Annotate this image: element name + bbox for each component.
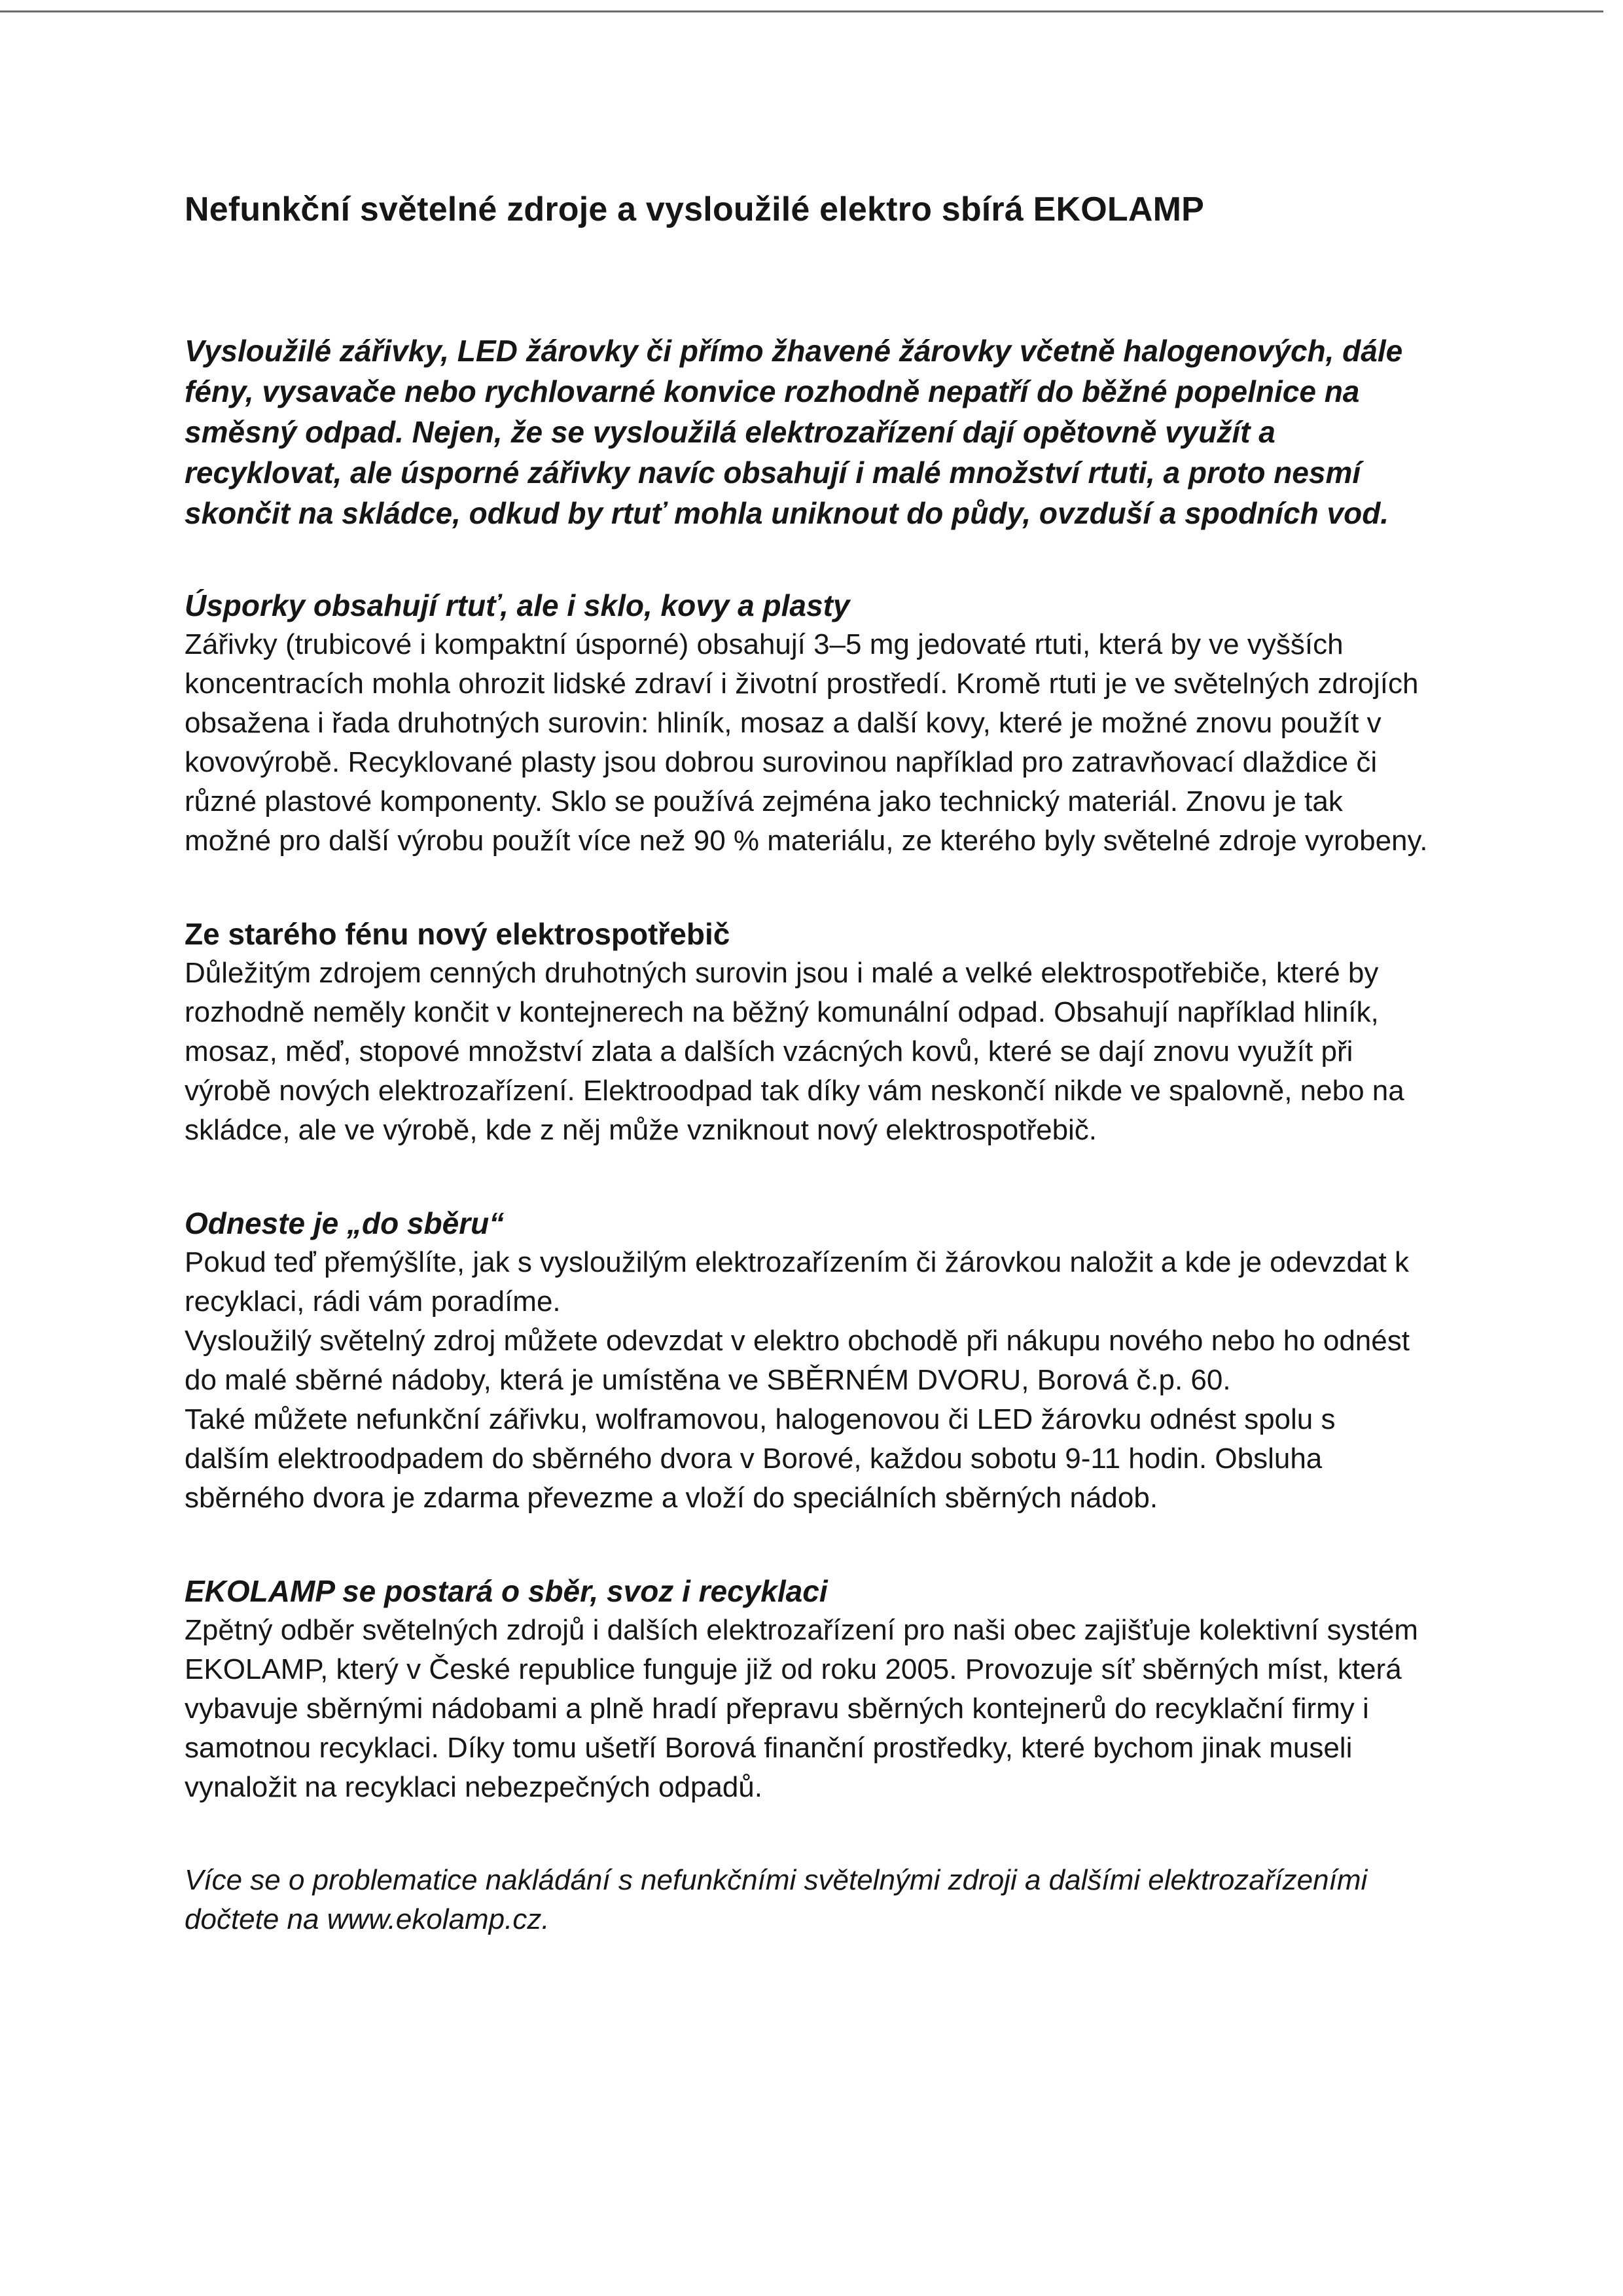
scan-top-rule [0,10,1603,12]
section-paragraph: Důležitým zdrojem cenných druhotných surovin jsou i malé a velké elektrospotřebiče, které by rozhodně neměly končit v kontejnerech na běžný komunální odpad. Obsahují například hliník, mosaz, měď, stopové množství zlata a dalších vzácných kovů, které se dají znovu využít při výrobě nových elektrozařízení. Elektroodpad tak díky vám neskončí nikde ve spalovně, nebo na skládce, ale ve výrobě, kde z něj může vzniknout nový elektrospotřebič. [185,957,1404,1146]
intro-paragraph: Vysloužilé zářivky, LED žárovky či přímo žhavené žárovky včetně halogenových, dále fény, vysavače nebo rychlovarné konvice rozhodně nepatří do běžné popelnice na směsný odpad. Nejen, že se vysloužilá elektrozařízení dají opětovně využít a recyklovat, ale úsporné zářivky navíc obsahují i malé množství rtuti, a proto nesmí skončit na skládce, odkud by rtuť mohla uniknout do půdy, ovzduší a spodních vod. [185,334,1403,530]
section-heading: Odneste je „do sběru“ [185,1206,505,1240]
document-title: Nefunkční světelné zdroje a vysloužilé elektro sbírá EKOLAMP [185,190,1205,228]
section-paragraph: Zpětný odběr světelných zdrojů i dalších elektrozařízení pro naši obec zajišťuje kolektivní systém EKOLAMP, který v České republice funguje již od roku 2005. Provozuje síť sběrných míst, která vybavuje sběrnými nádobami a plně hradí přepravu sběrných kontejnerů do recyklační firmy i samotnou recyklaci. Díky tomu ušetří Borová finanční prostředky, které bychom jinak museli vynaložit na recyklaci nebezpečných odpadů. [185,1614,1418,1803]
section-paragraph: Také můžete nefunkční zářivku, wolframovou, halogenovou či LED žárovku odnést spolu s dalším elektroodpadem do sběrného dvora v Borové, každou sobotu 9-11 hodin. Obsluha sběrného dvora je zdarma převezme a vloží do speciálních sběrných nádob. [185,1403,1336,1514]
document-page [185,190,1428,1939]
section-paragraph: Vysloužilý světelný zdroj můžete odevzdat v elektro obchodě při nákupu nového nebo ho odnést do malé sběrné nádoby, která je umístěna ve SBĚRNÉM DVORU, Borová č.p. 60. [185,1325,1410,1396]
section-heading: Ze starého fénu nový elektrospotřebič [185,917,730,951]
section-mercury [185,586,1428,861]
section-heading: Úsporky obsahují rtuť, ale i sklo, kovy a plasty [185,588,850,622]
section-paragraph: Zářivky (trubicové i kompaktní úsporné) obsahují 3–5 mg jedovaté rtuti, která by ve vyšších koncentracích mohla ohrozit lidské zdraví i životní prostředí. Kromě rtuti je ve světelných zdrojích obsažena i řada druhotných surovin: hliník, mosaz a další kovy, které je možné znovu použít v kovovýrobě. Recyklované plasty jsou dobrou surovinou například pro zatravňovací dlaždice či různé plastové komponenty. Sklo se používá zejména jako technický materiál. Znovu je tak možné pro další výrobu použít více než 90 % materiálu, ze kterého byly světelné zdroje vyrobeny. [185,628,1428,857]
closing-note: Více se o problematice nakládání s nefunkčními světelnými zdroji a dalšími elektrozařízeními dočtete na www.ekolamp.cz. [185,1864,1368,1935]
section-paragraph: Pokud teď přemýšlíte, jak s vysloužilým elektrozařízením či žárovkou naložit a kde je odevzdat k recyklaci, rádi vám poradíme. [185,1246,1409,1318]
section-heading: EKOLAMP se postará o sběr, svoz i recyklaci [185,1574,828,1608]
section-ekolamp [185,1571,1428,1807]
section-collection [185,1204,1428,1518]
section-appliances [185,914,1428,1150]
